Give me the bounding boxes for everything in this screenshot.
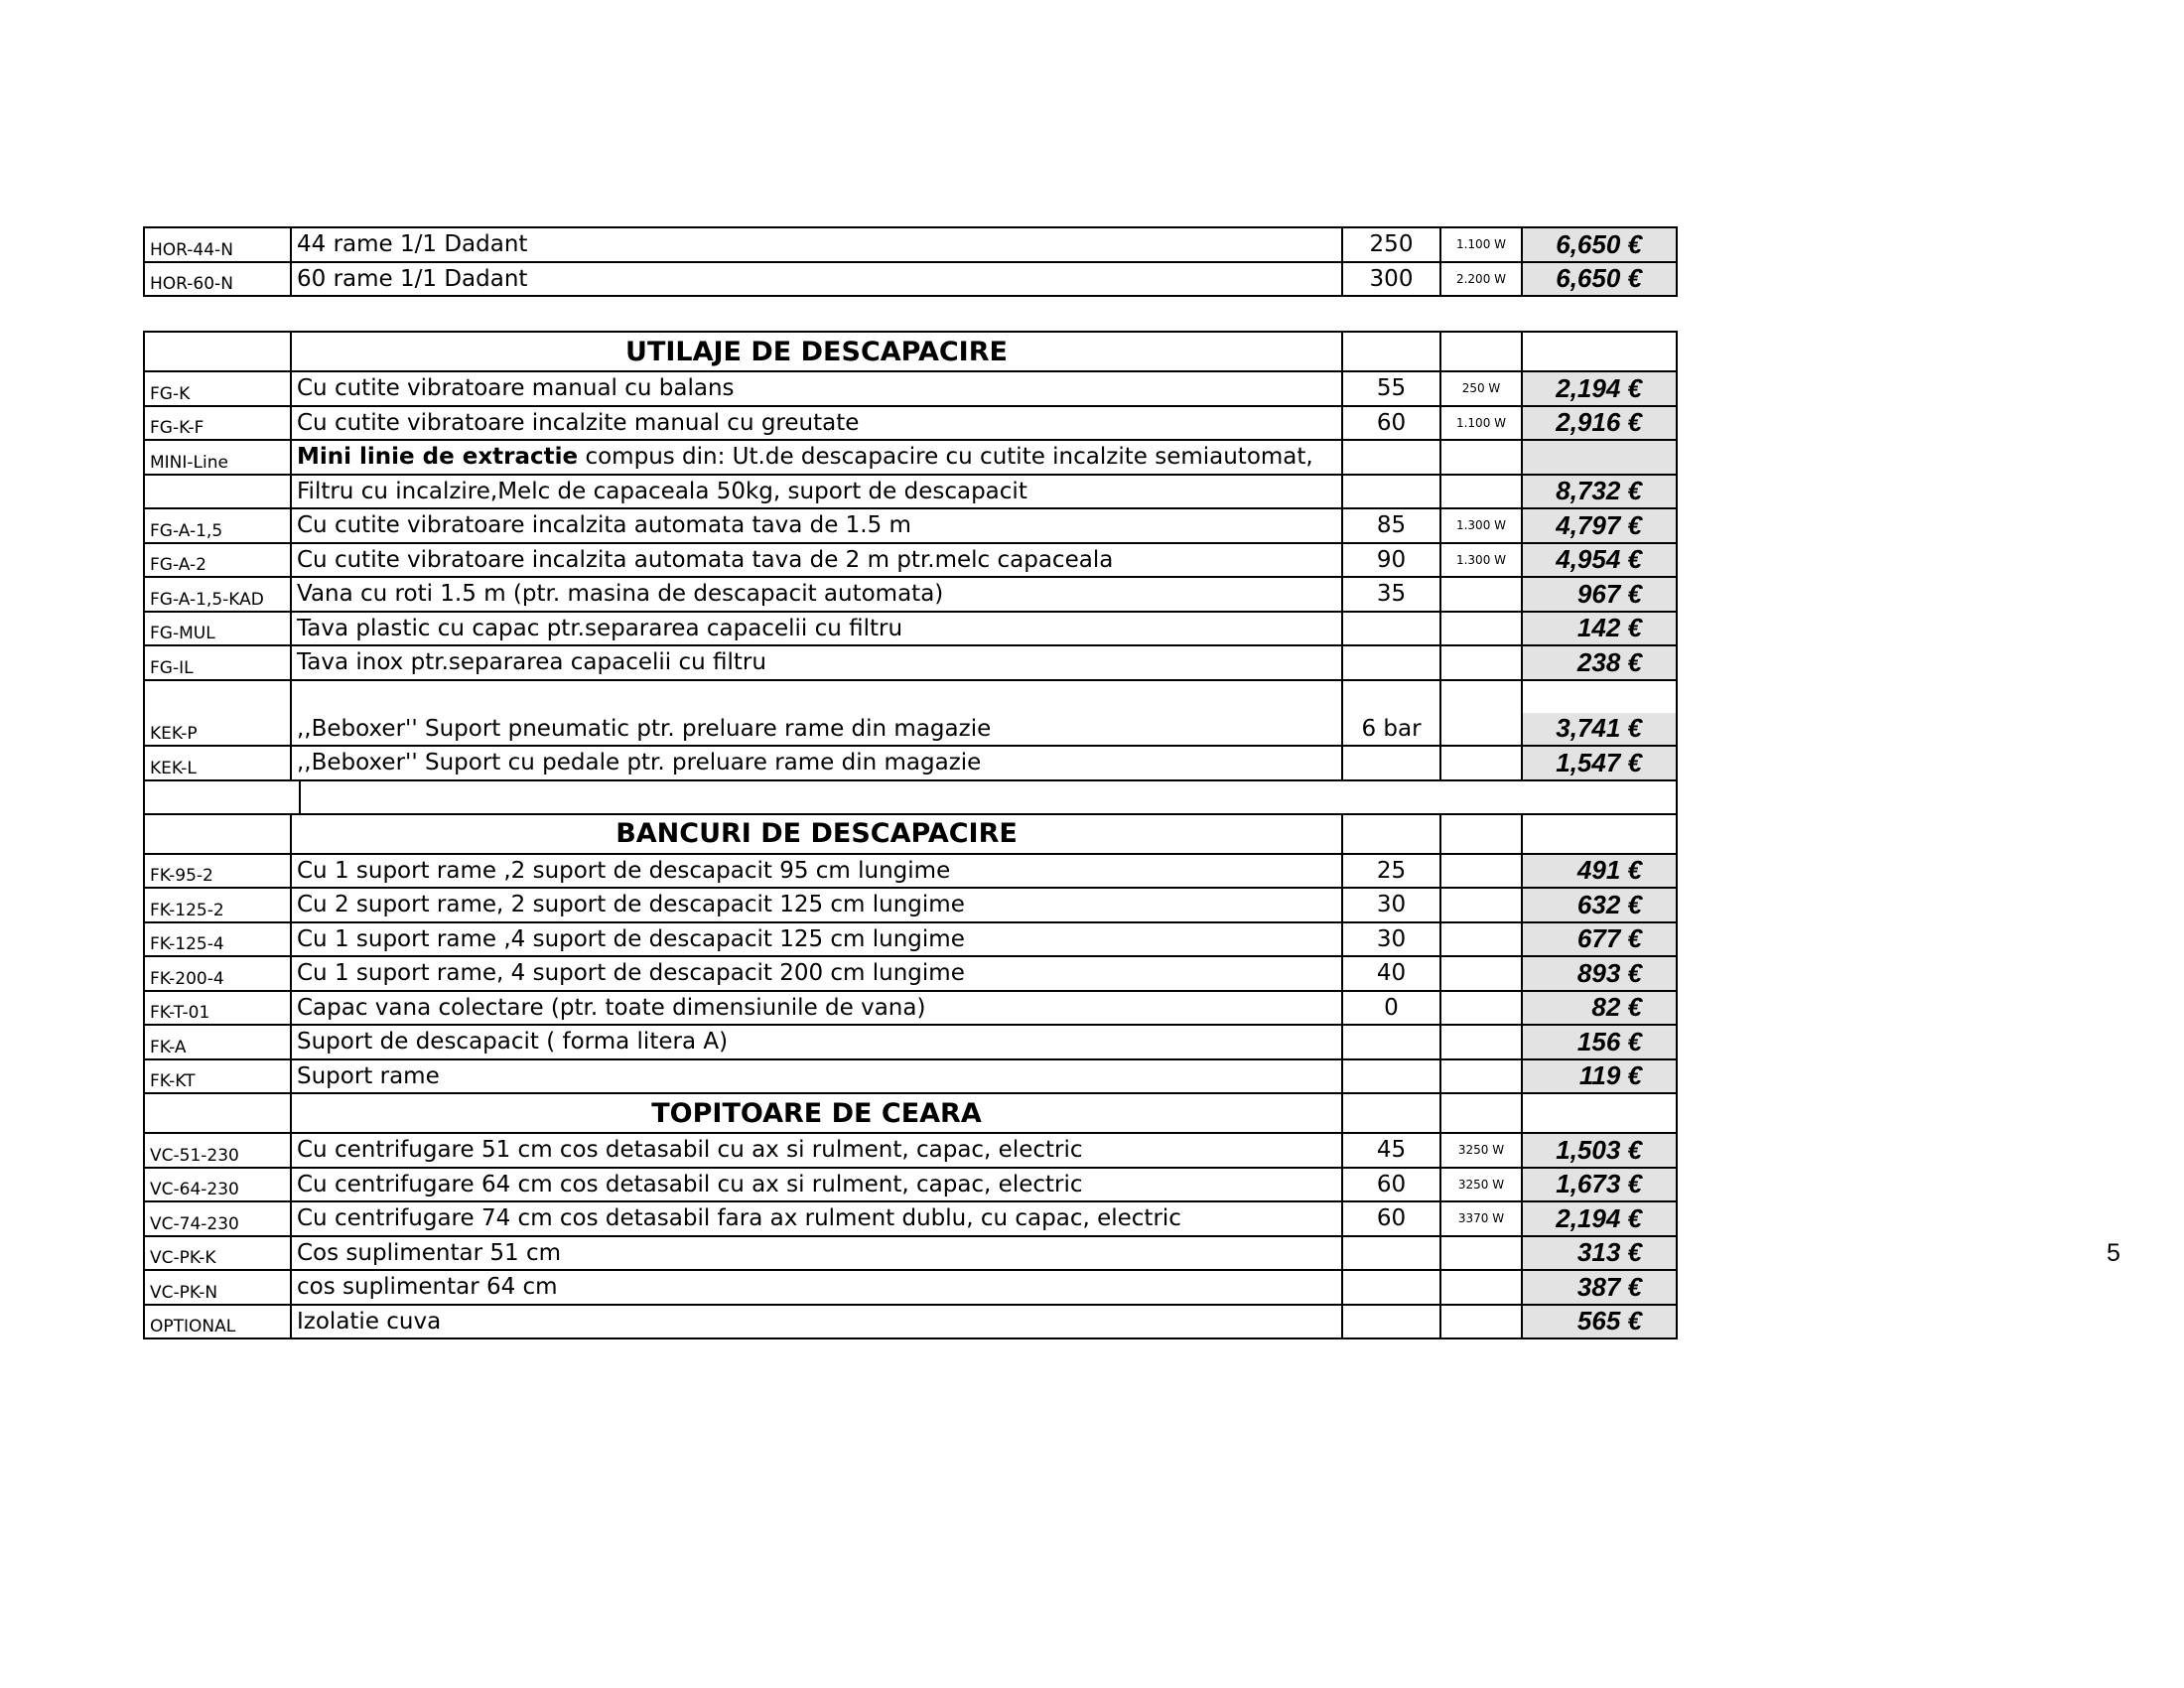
weight-value: 0 <box>1342 991 1440 1026</box>
product-code: FG-K <box>144 371 291 406</box>
power-value <box>1440 991 1522 1026</box>
product-description: Cu 1 suport rame ,2 suport de descapacit 95 cm lungime <box>291 854 1342 889</box>
product-description: Cu cutite vibratoare incalzita automata tava de 2 m ptr.melc capaceala <box>291 543 1342 578</box>
weight-value <box>1342 475 1440 509</box>
table-row <box>144 1305 1677 1339</box>
price-value: 8,732 € <box>1522 475 1677 509</box>
table-row <box>144 645 1677 680</box>
product-description: Izolatie cuva <box>291 1305 1342 1339</box>
price-value: 313 € <box>1522 1236 1677 1271</box>
price-value: 893 € <box>1522 956 1677 991</box>
product-description: Cu cutite vibratoare incalzita automata tava de 1.5 m <box>291 508 1342 543</box>
product-description: Vana cu roti 1.5 m (ptr. masina de descapacit automata) <box>291 577 1342 612</box>
table-row <box>144 475 1677 509</box>
empty-cell <box>291 680 1342 713</box>
weight-value <box>1342 1305 1440 1339</box>
product-code: FG-A-2 <box>144 543 291 578</box>
product-code: KEK-L <box>144 746 291 780</box>
product-code: VC-51-230 <box>144 1133 291 1168</box>
power-value <box>1440 922 1522 957</box>
weight-value <box>1342 1270 1440 1305</box>
product-description: Cu cutite vibratoare manual cu balans <box>291 371 1342 406</box>
product-description-rest: compus din: Ut.de descapacire cu cutite incalzite semiautomat, <box>578 444 1313 471</box>
table-row <box>144 262 1677 297</box>
price-value: 238 € <box>1522 645 1677 680</box>
product-code: VC-64-230 <box>144 1168 291 1202</box>
weight-value: 85 <box>1342 508 1440 543</box>
spacer-cell <box>144 780 1677 814</box>
table-row <box>144 746 1677 780</box>
weight-value: 25 <box>1342 854 1440 889</box>
empty-cell <box>144 332 291 371</box>
weight-value: 30 <box>1342 888 1440 922</box>
weight-value: 40 <box>1342 956 1440 991</box>
power-value: 250 W <box>1440 371 1522 406</box>
product-description: Capac vana colectare (ptr. toate dimensiunile de vana) <box>291 991 1342 1026</box>
weight-value <box>1342 746 1440 780</box>
price-value: 1,503 € <box>1522 1133 1677 1168</box>
power-value: 1.300 W <box>1440 508 1522 543</box>
product-description: Cu centrifugare 64 cm cos detasabil cu ax si rulment, capac, electric <box>291 1168 1342 1202</box>
table-row <box>144 1025 1677 1059</box>
product-code: FG-A-1,5 <box>144 508 291 543</box>
blank-row <box>144 680 1677 713</box>
power-value: 1.100 W <box>1440 227 1522 262</box>
product-code: VC-74-230 <box>144 1201 291 1236</box>
power-value <box>1440 1305 1522 1339</box>
price-value: 1,547 € <box>1522 746 1677 780</box>
product-code: FK-125-2 <box>144 888 291 922</box>
empty-cell <box>1440 814 1522 854</box>
power-value: 3250 W <box>1440 1168 1522 1202</box>
product-description <box>291 440 1342 475</box>
section-title-bancuri: BANCURI DE DESCAPACIRE <box>291 814 1342 854</box>
price-value: 1,673 € <box>1522 1168 1677 1202</box>
table-row <box>144 1236 1677 1271</box>
section-title-topitoare: TOPITOARE DE CEARA <box>291 1093 1342 1133</box>
section-header-row <box>144 1093 1677 1133</box>
product-code: VC-PK-N <box>144 1270 291 1305</box>
power-value <box>1440 713 1522 747</box>
price-value: 632 € <box>1522 888 1677 922</box>
power-value <box>1440 1059 1522 1094</box>
power-value <box>1440 1236 1522 1271</box>
table-row <box>144 1270 1677 1305</box>
power-value <box>1440 577 1522 612</box>
weight-value <box>1342 1059 1440 1094</box>
product-code: FK-95-2 <box>144 854 291 889</box>
empty-cell <box>1522 680 1677 713</box>
product-code: MINI-Line <box>144 440 291 475</box>
product-code: FK-T-01 <box>144 991 291 1026</box>
table-row <box>144 956 1677 991</box>
table-row <box>144 577 1677 612</box>
power-value <box>1440 645 1522 680</box>
product-description: Cos suplimentar 51 cm <box>291 1236 1342 1271</box>
product-code: FG-IL <box>144 645 291 680</box>
table-row <box>144 713 1677 747</box>
weight-value: 45 <box>1342 1133 1440 1168</box>
empty-cell <box>1342 814 1440 854</box>
product-description: Suport de descapacit ( forma litera A) <box>291 1025 1342 1059</box>
weight-value: 6 bar <box>1342 713 1440 747</box>
product-code <box>144 475 291 509</box>
power-value <box>1440 956 1522 991</box>
product-description: Cu centrifugare 51 cm cos detasabil cu ax si rulment, capac, electric <box>291 1133 1342 1168</box>
table-row <box>144 922 1677 957</box>
price-value: 82 € <box>1522 991 1677 1026</box>
section-title-utilaje: UTILAJE DE DESCAPACIRE <box>291 332 1342 371</box>
weight-value: 60 <box>1342 406 1440 441</box>
page-number: 5 <box>2107 1239 2120 1267</box>
power-value: 3250 W <box>1440 1133 1522 1168</box>
table-row <box>144 371 1677 406</box>
table-row <box>144 1168 1677 1202</box>
weight-value <box>1342 645 1440 680</box>
product-code: KEK-P <box>144 713 291 747</box>
weight-value: 55 <box>1342 371 1440 406</box>
power-value <box>1440 1270 1522 1305</box>
empty-cell <box>1522 332 1677 371</box>
power-value <box>1440 1025 1522 1059</box>
power-value <box>1440 854 1522 889</box>
empty-cell <box>144 1093 291 1133</box>
product-code: VC-PK-K <box>144 1236 291 1271</box>
product-code: HOR-44-N <box>144 227 291 262</box>
hor-table <box>143 226 1678 297</box>
power-value <box>1440 746 1522 780</box>
weight-value <box>1342 1025 1440 1059</box>
power-value: 2.200 W <box>1440 262 1522 297</box>
price-value: 4,954 € <box>1522 543 1677 578</box>
table-row <box>144 991 1677 1026</box>
power-value <box>1440 612 1522 646</box>
weight-value <box>1342 440 1440 475</box>
product-code: FG-MUL <box>144 612 291 646</box>
power-value: 1.300 W <box>1440 543 1522 578</box>
product-description: ,,Beboxer'' Suport pneumatic ptr. preluare rame din magazie <box>291 713 1342 747</box>
product-description: Cu centrifugare 74 cm cos detasabil fara ax rulment dublu, cu capac, electric <box>291 1201 1342 1236</box>
table-row <box>144 612 1677 646</box>
table-row <box>144 227 1677 262</box>
product-description: Filtru cu incalzire,Melc de capaceala 50kg, suport de descapacit <box>291 475 1342 509</box>
weight-value: 35 <box>1342 577 1440 612</box>
power-value: 1.100 W <box>1440 406 1522 441</box>
price-value: 156 € <box>1522 1025 1677 1059</box>
product-description: Suport rame <box>291 1059 1342 1094</box>
empty-cell <box>1522 1093 1677 1133</box>
product-code: FG-K-F <box>144 406 291 441</box>
product-code: HOR-60-N <box>144 262 291 297</box>
product-code: FK-KT <box>144 1059 291 1094</box>
price-value: 2,916 € <box>1522 406 1677 441</box>
price-value: 387 € <box>1522 1270 1677 1305</box>
empty-cell <box>1522 814 1677 854</box>
empty-cell <box>1440 1093 1522 1133</box>
table-row <box>144 406 1677 441</box>
product-description-bold: Mini linie de extractie <box>297 444 579 471</box>
weight-value: 60 <box>1342 1201 1440 1236</box>
price-list-table <box>143 331 1678 1339</box>
product-description: 44 rame 1/1 Dadant <box>291 227 1342 262</box>
spacer-divider <box>299 781 301 813</box>
price-value: 565 € <box>1522 1305 1677 1339</box>
power-value: 3370 W <box>1440 1201 1522 1236</box>
table-row <box>144 1133 1677 1168</box>
product-description: Cu 1 suport rame, 4 suport de descapacit 200 cm lungime <box>291 956 1342 991</box>
empty-cell <box>144 814 291 854</box>
table-row <box>144 543 1677 578</box>
price-value: 4,797 € <box>1522 508 1677 543</box>
weight-value <box>1342 612 1440 646</box>
weight-value: 250 <box>1342 227 1440 262</box>
empty-cell <box>1342 680 1440 713</box>
power-value <box>1440 475 1522 509</box>
product-description: 60 rame 1/1 Dadant <box>291 262 1342 297</box>
price-value: 2,194 € <box>1522 1201 1677 1236</box>
price-value: 3,741 € <box>1522 713 1677 747</box>
price-value: 677 € <box>1522 922 1677 957</box>
price-value: 491 € <box>1522 854 1677 889</box>
empty-cell <box>144 680 291 713</box>
price-value: 967 € <box>1522 577 1677 612</box>
table-row <box>144 1059 1677 1094</box>
product-description: ,,Beboxer'' Suport cu pedale ptr. preluare rame din magazie <box>291 746 1342 780</box>
product-code: FK-125-4 <box>144 922 291 957</box>
section-header-row <box>144 814 1677 854</box>
price-value: 2,194 € <box>1522 371 1677 406</box>
product-description: Cu 1 suport rame ,4 suport de descapacit 125 cm lungime <box>291 922 1342 957</box>
product-code: FK-200-4 <box>144 956 291 991</box>
section-header-row <box>144 332 1677 371</box>
product-description: Cu 2 suport rame, 2 suport de descapacit 125 cm lungime <box>291 888 1342 922</box>
empty-cell <box>1342 1093 1440 1133</box>
product-description: Cu cutite vibratoare incalzite manual cu greutate <box>291 406 1342 441</box>
weight-value: 300 <box>1342 262 1440 297</box>
weight-value <box>1342 1236 1440 1271</box>
table-row <box>144 854 1677 889</box>
empty-cell <box>1440 680 1522 713</box>
product-description: cos suplimentar 64 cm <box>291 1270 1342 1305</box>
power-value <box>1440 888 1522 922</box>
table-row <box>144 1201 1677 1236</box>
table-row <box>144 888 1677 922</box>
table-row <box>144 440 1677 475</box>
product-description: Tava plastic cu capac ptr.separarea capacelii cu filtru <box>291 612 1342 646</box>
price-value: 6,650 € <box>1522 262 1677 297</box>
empty-cell <box>1440 332 1522 371</box>
spacer-row <box>144 780 1677 814</box>
weight-value: 60 <box>1342 1168 1440 1202</box>
product-code: FK-A <box>144 1025 291 1059</box>
price-value <box>1522 440 1677 475</box>
product-code: OPTIONAL <box>144 1305 291 1339</box>
price-value: 142 € <box>1522 612 1677 646</box>
weight-value: 90 <box>1342 543 1440 578</box>
price-value: 6,650 € <box>1522 227 1677 262</box>
price-value: 119 € <box>1522 1059 1677 1094</box>
power-value <box>1440 440 1522 475</box>
empty-cell <box>1342 332 1440 371</box>
weight-value: 30 <box>1342 922 1440 957</box>
product-code: FG-A-1,5-KAD <box>144 577 291 612</box>
table-row <box>144 508 1677 543</box>
product-description: Tava inox ptr.separarea capacelii cu filtru <box>291 645 1342 680</box>
